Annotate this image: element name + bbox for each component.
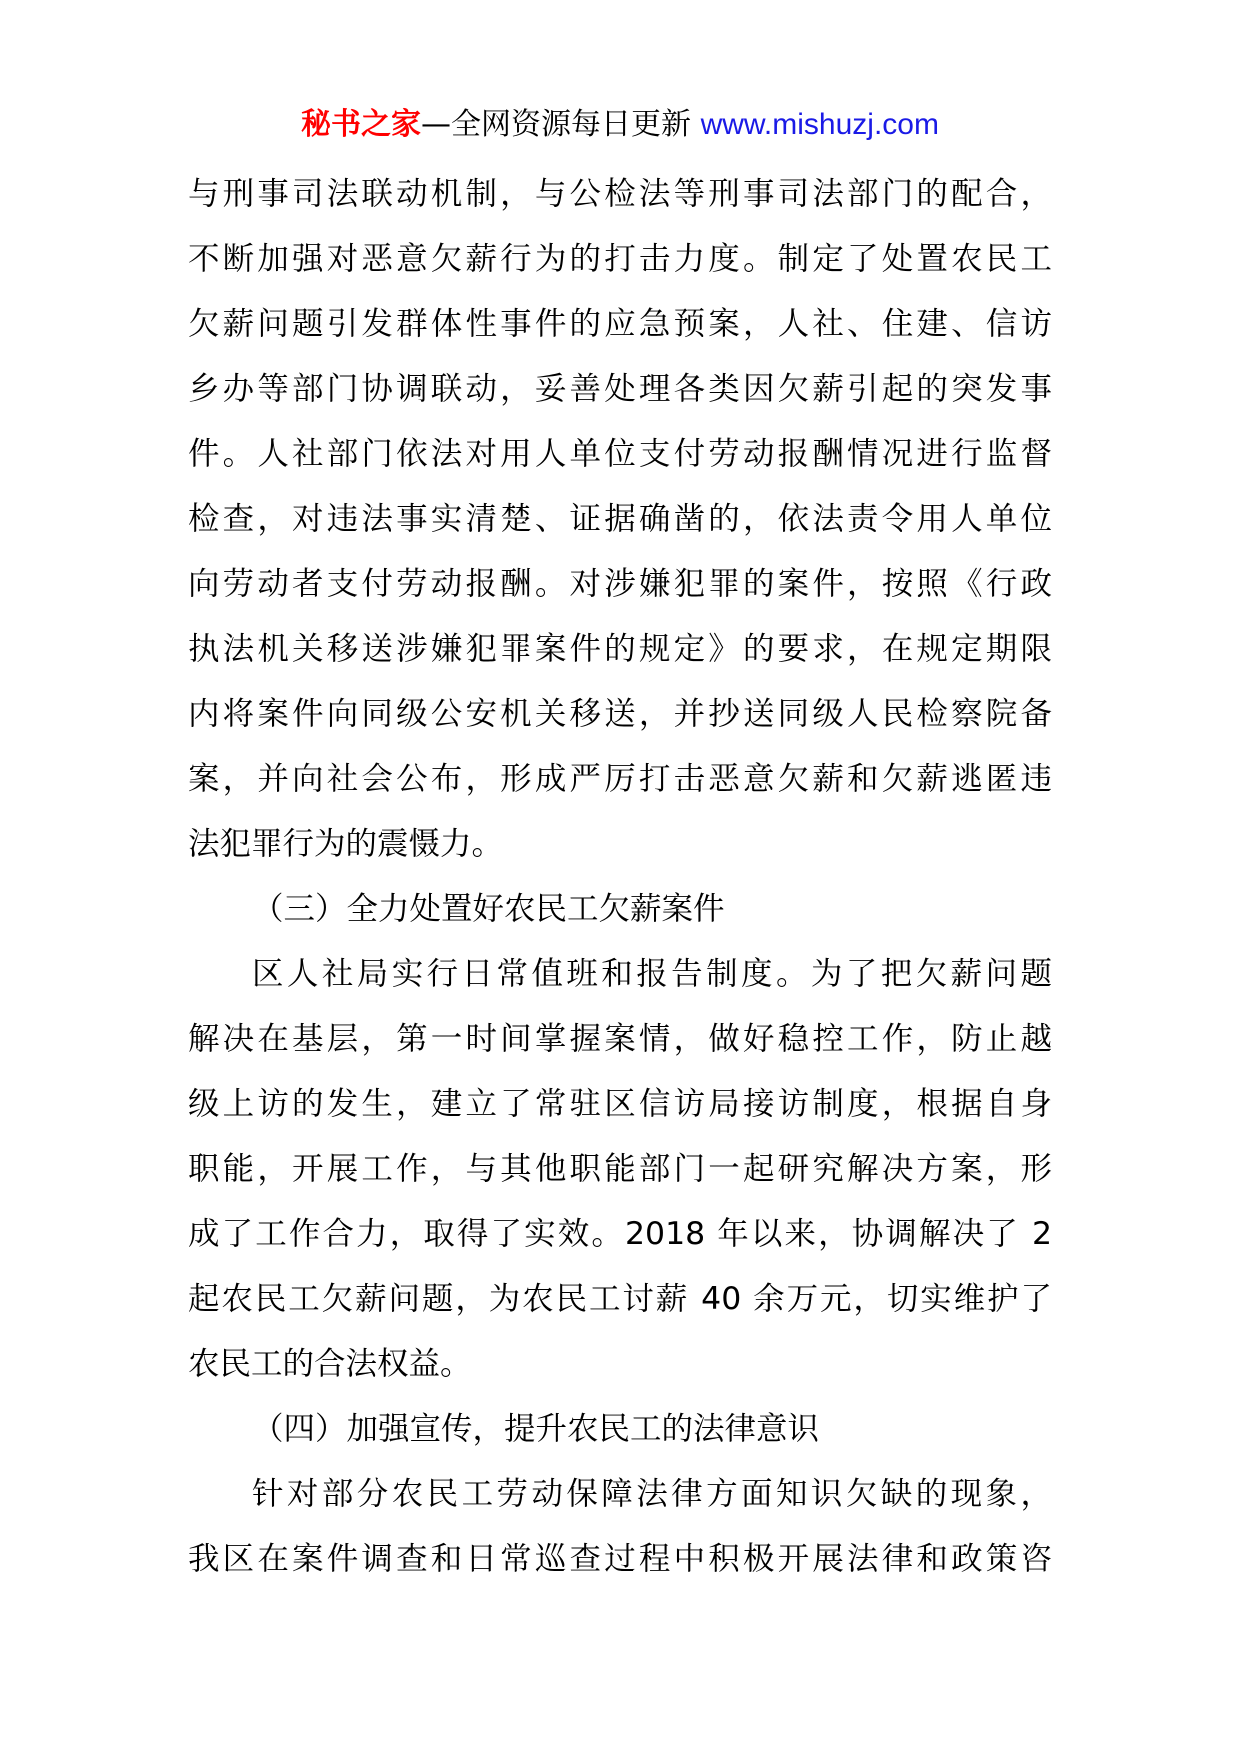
text-line: 针对部分农民工劳动保障法律方面知识欠缺的现象， bbox=[252, 1476, 1052, 1512]
text-line: 检查，对违法事实清楚、证据确凿的，依法责令用人单位 bbox=[188, 501, 1052, 537]
text-line: 法犯罪行为的震慑力。 bbox=[188, 826, 504, 862]
section-heading-3: （三）全力处置好农民工欠薪案件 bbox=[252, 891, 725, 927]
text-line: 职能，开展工作，与其他职能部门一起研究解决方案，形 bbox=[188, 1151, 1052, 1187]
text-line: 级上访的发生，建立了常驻区信访局接访制度，根据自身 bbox=[188, 1086, 1052, 1122]
text-line: 成了工作合力，取得了实效。2018 年以来，协调解决了 2 bbox=[188, 1216, 1052, 1252]
page-header bbox=[0, 98, 1240, 152]
document-body bbox=[188, 162, 1052, 1592]
brand-name: 秘书之家 bbox=[301, 107, 422, 142]
header-tagline: —全网资源每日更新 bbox=[421, 107, 701, 142]
text-line: 农民工的合法权益。 bbox=[188, 1346, 472, 1382]
text-line: 执法机关移送涉嫌犯罪案件的规定》的要求，在规定期限 bbox=[188, 631, 1052, 667]
text-line: 起农民工欠薪问题，为农民工讨薪 40 余万元，切实维护了 bbox=[188, 1281, 1052, 1317]
text-line: 区人社局实行日常值班和报告制度。为了把欠薪问题 bbox=[252, 956, 1052, 992]
text-line: 我区在案件调查和日常巡查过程中积极开展法律和政策咨 bbox=[188, 1541, 1052, 1577]
text-line: 不断加强对恶意欠薪行为的打击力度。制定了处置农民工 bbox=[188, 241, 1052, 277]
text-line: 内将案件向同级公安机关移送，并抄送同级人民检察院备 bbox=[188, 696, 1052, 732]
site-url-link[interactable]: www.mishuzj.com bbox=[700, 108, 939, 141]
text-line: 乡办等部门协调联动，妥善处理各类因欠薪引起的突发事 bbox=[188, 371, 1052, 407]
text-line: 向劳动者支付劳动报酬。对涉嫌犯罪的案件，按照《行政 bbox=[188, 566, 1052, 602]
text-line: 件。人社部门依法对用人单位支付劳动报酬情况进行监督 bbox=[188, 436, 1052, 472]
text-line: 解决在基层，第一时间掌握案情，做好稳控工作，防止越 bbox=[188, 1021, 1052, 1057]
text-line: 案，并向社会公布，形成严厉打击恶意欠薪和欠薪逃匿违 bbox=[188, 761, 1052, 797]
section-heading-4: （四）加强宣传，提升农民工的法律意识 bbox=[252, 1411, 820, 1447]
text-line: 与刑事司法联动机制，与公检法等刑事司法部门的配合， bbox=[188, 176, 1052, 212]
text-line: 欠薪问题引发群体性事件的应急预案，人社、住建、信访 bbox=[188, 306, 1052, 342]
